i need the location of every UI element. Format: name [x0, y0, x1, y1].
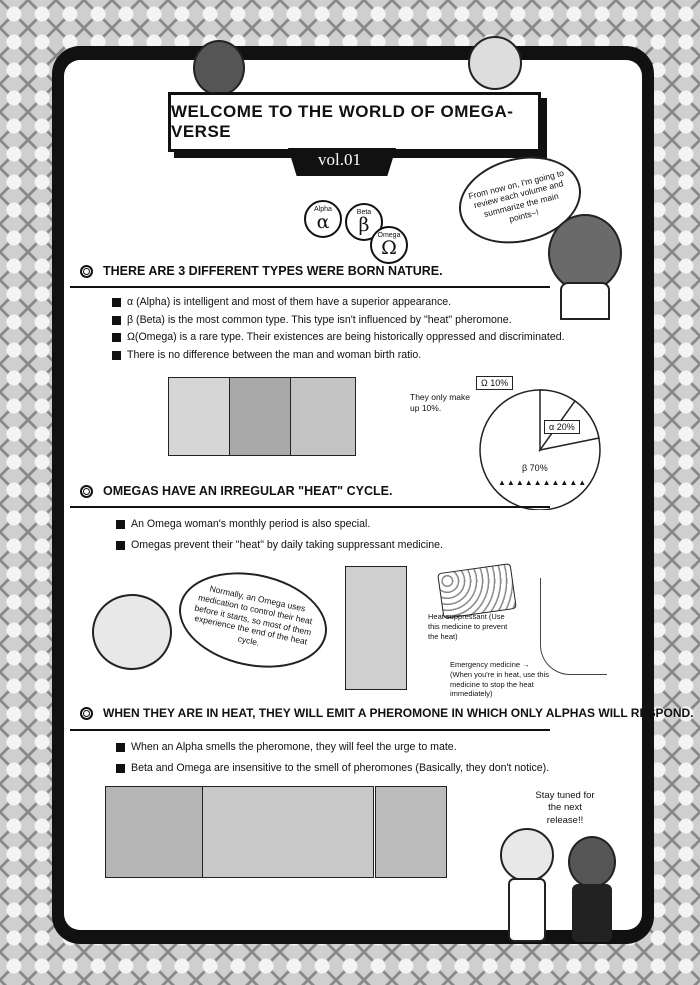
square-bullet-icon [116, 541, 125, 550]
alpha-share-label: α 20% [544, 420, 580, 434]
square-bullet-icon [116, 764, 125, 773]
chibi-girl-body [560, 282, 610, 320]
square-bullet-icon [112, 351, 121, 360]
list-item: An Omega woman's monthly period is also special. [116, 514, 443, 535]
chibi-boy-bottom-body [508, 878, 546, 942]
chibi-boy-glasses [92, 594, 172, 670]
manga-panel [375, 786, 447, 878]
section-2-heading-text: OMEGAS HAVE AN IRREGULAR "HEAT" CYCLE. [103, 484, 393, 498]
section-3-heading [80, 706, 693, 720]
list-item: β (Beta) is the most common type. This type isn't influenced by "heat" pheromone. [112, 312, 565, 330]
list-item: Ω(Omega) is a rare type. Their existences are being historically oppressed and discriminated. [112, 329, 565, 347]
alpha-glyph: α [316, 211, 330, 233]
section-3-rule [70, 729, 550, 731]
beta-label: Beta [356, 209, 372, 216]
manga-panel [290, 377, 356, 456]
beta-people-icons: ▲▲▲▲▲▲▲▲▲▲ [498, 478, 588, 487]
manga-panel [105, 786, 203, 878]
bullseye-icon [80, 707, 93, 720]
chibi-girl-bottom-body [572, 884, 612, 942]
omega-label: Omega [377, 232, 401, 239]
bullseye-icon [80, 485, 93, 498]
section-1-heading [80, 264, 443, 278]
medication-speech-bubble: Normally, an Omega uses medication to control their heat before it starts, so most of them experience the end of the heat cycle. [170, 559, 336, 680]
population-pie-chart [470, 380, 610, 510]
manga-panel [229, 377, 291, 456]
section-3-heading-text: WHEN THEY ARE IN HEAT, THEY WILL EMIT A PHEROMONE IN WHICH ONLY ALPHAS WILL RESPOND. [103, 706, 694, 720]
square-bullet-icon [116, 520, 125, 529]
square-bullet-icon [112, 333, 121, 342]
list-item: α (Alpha) is intelligent and most of them have a superior appearance. [112, 294, 565, 312]
pie-note: They only make up 10%. [410, 392, 470, 414]
outro-text: Stay tuned for the next release!! [535, 790, 595, 826]
omega-symbol-icon [370, 226, 408, 264]
beta-glyph: β [358, 214, 370, 236]
list-item: Omegas prevent their "heat" by daily taking suppressant medicine. [116, 535, 443, 556]
chibi-girl-bottom [568, 836, 616, 888]
square-bullet-icon [116, 743, 125, 752]
section-2-bullets [116, 514, 443, 556]
chibi-boy-bottom [500, 828, 554, 882]
list-item: Beta and Omega are insensitive to the smell of pheromones (Basically, they don't notice). [116, 758, 549, 779]
hand-with-pills-image [540, 578, 607, 675]
section-1-rule [70, 286, 550, 288]
intro-speech-bubble: From now on, I'm going to review each volume and summarize the main points~! [450, 144, 591, 256]
section-3-bullets [116, 737, 549, 779]
section-2-rule [70, 506, 550, 508]
bullseye-icon [80, 265, 93, 278]
manga-panel [168, 377, 230, 456]
manga-panel [202, 786, 374, 878]
alpha-symbol-icon [304, 200, 342, 238]
section-1-heading-text: THERE ARE 3 DIFFERENT TYPES WERE BORN NATURE. [103, 264, 443, 278]
volume-label: vol.01 [318, 150, 361, 169]
chibi-boy-top [468, 36, 522, 90]
omega-glyph: Ω [381, 237, 397, 259]
alpha-label: Alpha [314, 206, 332, 213]
page-title: WELCOME TO THE WORLD OF OMEGA-VERSE [168, 92, 541, 152]
beta-share-label: β 70% [522, 463, 548, 473]
emergency-note: Emergency medicine → (When you're in heat, use this medicine to stop the heat immediately) [450, 660, 549, 699]
square-bullet-icon [112, 316, 121, 325]
chibi-girl-top [193, 40, 245, 96]
omega-share-label: Ω 10% [476, 376, 513, 390]
suppressant-note: Heat suppressant (Use this medicine to prevent the heat) [428, 612, 508, 641]
square-bullet-icon [112, 298, 121, 307]
list-item: There is no difference between the man and woman birth ratio. [112, 347, 565, 365]
list-item: When an Alpha smells the pheromone, they will feel the urge to mate. [116, 737, 549, 758]
section-1-bullets [112, 294, 565, 364]
chibi-girl-waving [548, 214, 622, 292]
section-2-heading [80, 484, 392, 498]
manga-panel [345, 566, 407, 690]
